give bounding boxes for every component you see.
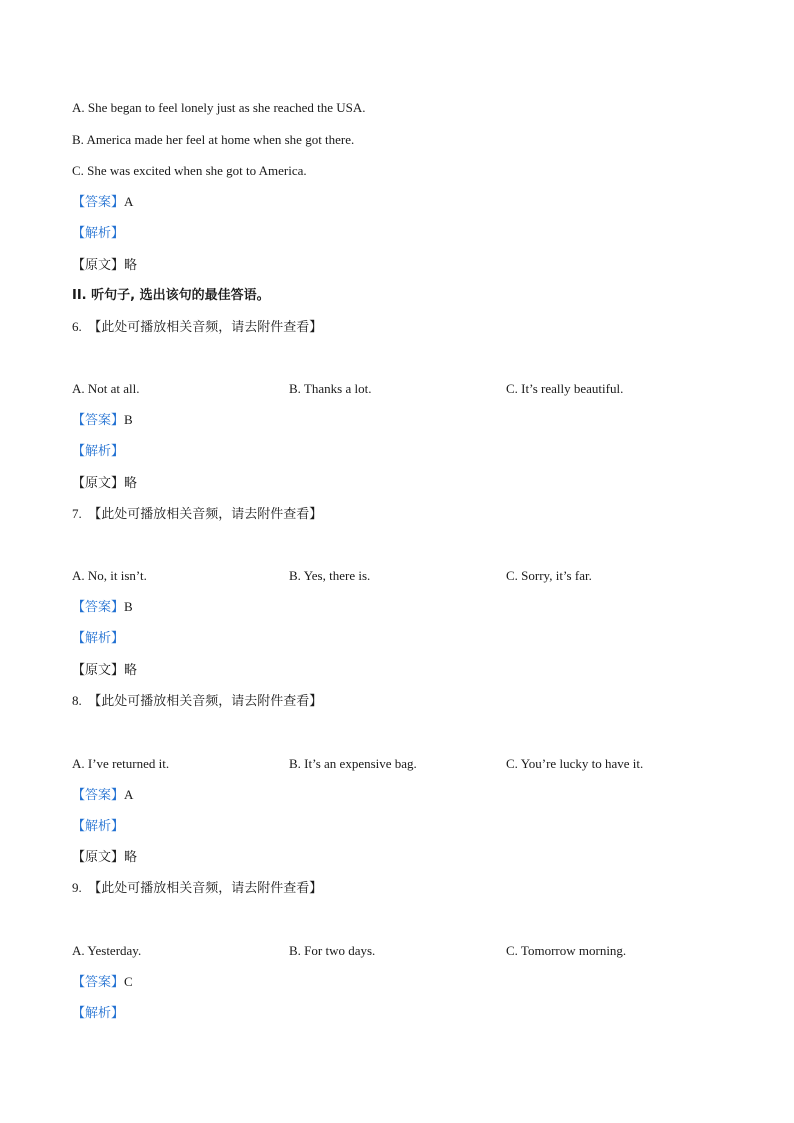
option-a: A. Not at all. xyxy=(72,381,140,396)
answer-label: 【答案】 xyxy=(72,195,125,210)
question-8 xyxy=(72,693,322,710)
analysis-line xyxy=(72,443,124,460)
original-line xyxy=(72,475,137,492)
answer-label: 【答案】 xyxy=(72,600,125,615)
answer-line xyxy=(72,974,133,991)
analysis-line xyxy=(72,1005,124,1022)
option-b: B. For two days. xyxy=(289,943,376,958)
original-line xyxy=(72,849,137,866)
answer-label: 【答案】 xyxy=(72,788,125,803)
analysis-line xyxy=(72,818,124,835)
option-a: A. Yesterday. xyxy=(72,943,142,958)
audio-note: 【此处可播放相关音频，请去附件查看】 xyxy=(88,881,323,896)
question-number: 7. xyxy=(72,506,82,521)
option-c: C. Tomorrow morning. xyxy=(506,943,627,958)
option-a: A. No, it isn’t. xyxy=(72,568,147,583)
original-value: 略 xyxy=(124,476,138,491)
answer-value: B xyxy=(124,412,133,427)
answer-line xyxy=(72,599,133,616)
answer-line xyxy=(72,194,133,211)
original-line xyxy=(72,257,137,274)
analysis-label: 【解析】 xyxy=(72,444,125,459)
answer-value: C xyxy=(124,974,133,989)
option-b: B. It’s an expensive bag. xyxy=(289,756,417,771)
original-line xyxy=(72,662,137,679)
option-c: C. Sorry, it’s far. xyxy=(506,568,592,583)
option-a: A. She began to feel lonely just as she reached the USA. xyxy=(72,100,366,115)
answer-label: 【答案】 xyxy=(72,975,125,990)
option-b: B. America made her feel at home when she got there. xyxy=(72,132,355,147)
answer-label: 【答案】 xyxy=(72,413,125,428)
analysis-line xyxy=(72,225,124,242)
question-number: 6. xyxy=(72,319,82,334)
original-label: 【原文】 xyxy=(72,476,125,491)
audio-note: 【此处可播放相关音频，请去附件查看】 xyxy=(88,320,323,335)
analysis-label: 【解析】 xyxy=(72,631,125,646)
analysis-label: 【解析】 xyxy=(72,226,125,241)
section-title: II. 听句子, 选出该句的最佳答语。 xyxy=(72,288,270,303)
original-value: 略 xyxy=(124,258,138,273)
analysis-label: 【解析】 xyxy=(72,819,125,834)
original-value: 略 xyxy=(124,850,138,865)
option-c: C. You’re lucky to have it. xyxy=(506,756,644,771)
question-number: 9. xyxy=(72,880,82,895)
answer-line xyxy=(72,412,133,429)
option-b: B. Yes, there is. xyxy=(289,568,371,583)
option-c: C. It’s really beautiful. xyxy=(506,381,624,396)
original-value: 略 xyxy=(124,663,138,678)
answer-value: B xyxy=(124,599,133,614)
option-b: B. Thanks a lot. xyxy=(289,381,372,396)
answer-value: A xyxy=(124,787,134,802)
question-6 xyxy=(72,319,322,336)
original-label: 【原文】 xyxy=(72,850,125,865)
option-a: A. I’ve returned it. xyxy=(72,756,170,771)
question-number: 8. xyxy=(72,693,82,708)
original-label: 【原文】 xyxy=(72,258,125,273)
question-9 xyxy=(72,880,322,897)
answer-line xyxy=(72,787,133,804)
analysis-line xyxy=(72,630,124,647)
answer-value: A xyxy=(124,194,134,209)
analysis-label: 【解析】 xyxy=(72,1006,125,1021)
audio-note: 【此处可播放相关音频，请去附件查看】 xyxy=(88,507,323,522)
option-c: C. She was excited when she got to America. xyxy=(72,163,307,178)
original-label: 【原文】 xyxy=(72,663,125,678)
question-7 xyxy=(72,506,322,523)
audio-note: 【此处可播放相关音频，请去附件查看】 xyxy=(88,694,323,709)
